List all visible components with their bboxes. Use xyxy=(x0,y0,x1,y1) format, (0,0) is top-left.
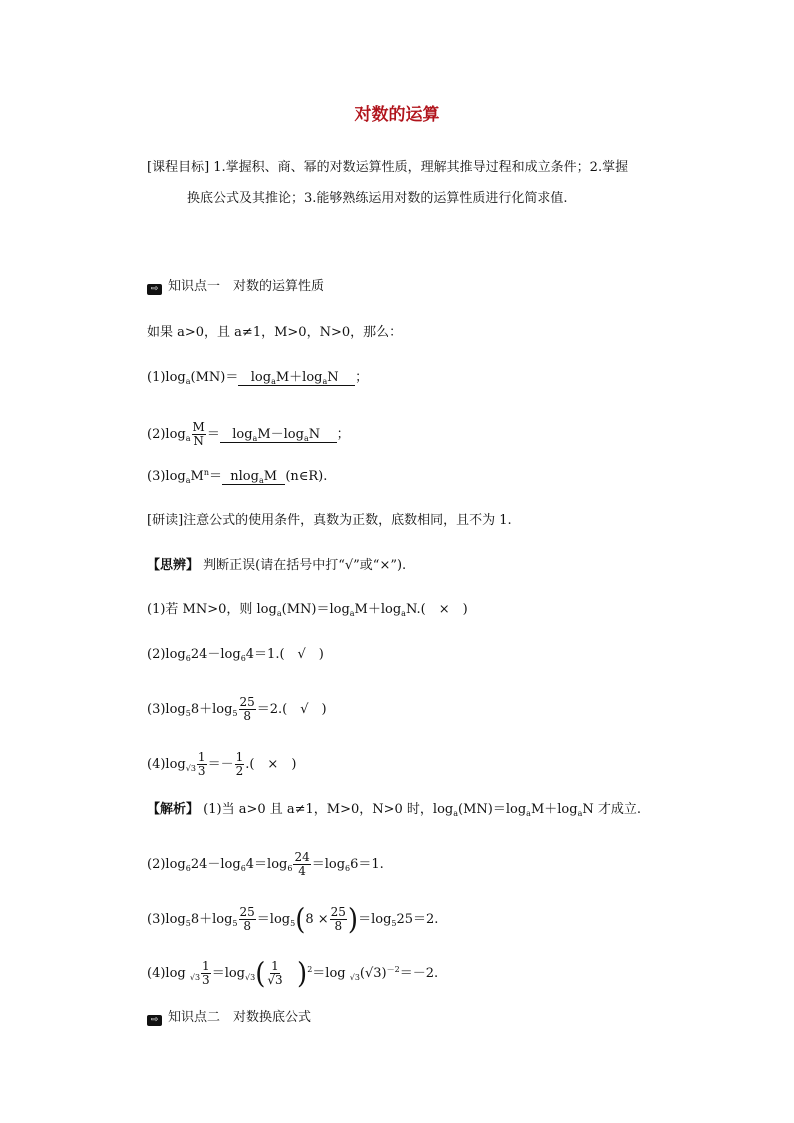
answer-blank: $\log_aM-\log_aN$ xyxy=(220,427,337,443)
analysis-tag: 【解析】 xyxy=(147,802,200,817)
section-heading-text: 知识点一 对数的运算性质 xyxy=(168,279,325,294)
judge-item-1: (1)若 MN>0，则 $\log_a(MN)=\log_aM+\log_aN$.( × ) xyxy=(147,602,468,618)
judge-item-2: $(2)\log_624-\log_64=1$.( √ ) xyxy=(147,647,324,663)
think-text: 判断正误(请在括号中打“√”或“×”). xyxy=(199,558,407,573)
rule-text: ； xyxy=(336,427,350,442)
judge-item-4: $(4)\log_{√3}$ $\frac{1}{3}$ ＝－ $\frac{1}{2}$ .( × ) xyxy=(147,750,297,778)
rule-text: M xyxy=(190,469,204,484)
rule-text: (MN)＝ xyxy=(190,370,239,385)
subscript: a xyxy=(185,377,191,386)
fraction: $\frac{1}{2}$ xyxy=(235,750,244,778)
rule-3 xyxy=(147,469,327,485)
rule-2 xyxy=(147,421,350,448)
solution-2: $(2)\log_624-\log_64=\log_6$ $\frac{24}{4}$ $=\log_66=1$. xyxy=(147,850,384,878)
fraction: $\frac{M}{N}$ xyxy=(192,420,205,448)
fraction: $\frac{24}{4}$ xyxy=(294,850,310,878)
right-paren: ) xyxy=(297,957,308,990)
think-tag: 【思辨】 xyxy=(147,558,200,573)
rule-text: (n∈R). xyxy=(285,469,328,484)
study-note: [研读]注意公式的使用条件，真数为正数，底数相同，且不为 1. xyxy=(147,513,512,528)
right-paren: ) xyxy=(347,903,359,936)
section-arrow-icon: ⇨ xyxy=(147,1015,162,1026)
condition-text: 如果 a>0，且 a≠1，M>0，N>0，那么： xyxy=(147,325,403,340)
fraction: $\frac{1}{3}$ xyxy=(197,750,206,778)
fraction: $\frac{25}{8}$ xyxy=(330,905,346,933)
objective-line-2: 换底公式及其推论；3.能够熟练运用对数的运算性质进行化简求值. xyxy=(187,191,568,206)
page-title: 对数的运算 xyxy=(354,105,440,125)
left-paren: ( xyxy=(295,903,306,936)
rule-text: ； xyxy=(355,370,369,385)
left-paren: ( xyxy=(255,957,266,990)
fraction: $\frac{25}{8}$ xyxy=(239,905,255,933)
section-heading-2 xyxy=(147,1010,311,1026)
solution-3: $(3)\log_58+\log_5$ $\frac{25}{8}$ $=\log_5(8$ × $\frac{25}{8}$ )$=\log_525=2$. xyxy=(147,903,439,936)
rule-text: ＝ xyxy=(206,427,220,442)
rule-text: (3)log xyxy=(147,469,186,484)
answer-blank: $\log_aM+\log_aN$ xyxy=(238,370,355,386)
fraction: $\frac{25}{8}$ xyxy=(239,695,255,723)
rule-text: ＝ xyxy=(208,469,222,484)
subscript: a xyxy=(185,476,191,485)
subscript: a xyxy=(185,434,191,443)
analysis-line-1: 【解析】 (1)当 a>0 且 a≠1，M>0，N>0 时，$\log_a(MN)=\log_aM+\log_aN$ 才成立. xyxy=(147,802,641,818)
judge-item-3: $(3)\log_58+\log_5$ $\frac{25}{8}$ ＝2.( √ ) xyxy=(147,695,327,723)
section-heading-1 xyxy=(147,279,324,295)
superscript: n xyxy=(203,468,209,477)
fraction: $\frac{1}{3}$ xyxy=(202,959,210,987)
rule-text: (2)log xyxy=(147,427,186,442)
section-heading-text: 知识点二 对数换底公式 xyxy=(168,1010,312,1025)
section-arrow-icon: ⇨ xyxy=(147,284,162,295)
answer-blank: nlog$_a$M xyxy=(222,469,285,485)
think-heading xyxy=(147,558,406,574)
rule-1 xyxy=(147,370,368,386)
objective-line-1: [课程目标] 1.掌握积、商、幂的对数运算性质，理解其推导过程和成立条件；2.掌握 xyxy=(147,160,629,175)
solution-4: (4)log $_{√3}$ $\frac{1}{3}$ $=\log_{√3}$( $\frac{1}{√3}$ )$^2$＝log $_{√3}(√3)^{-2}=-2$. xyxy=(147,957,439,990)
fraction: $\frac{1}{√3}$ xyxy=(267,959,283,987)
rule-text: (1)log xyxy=(147,370,186,385)
